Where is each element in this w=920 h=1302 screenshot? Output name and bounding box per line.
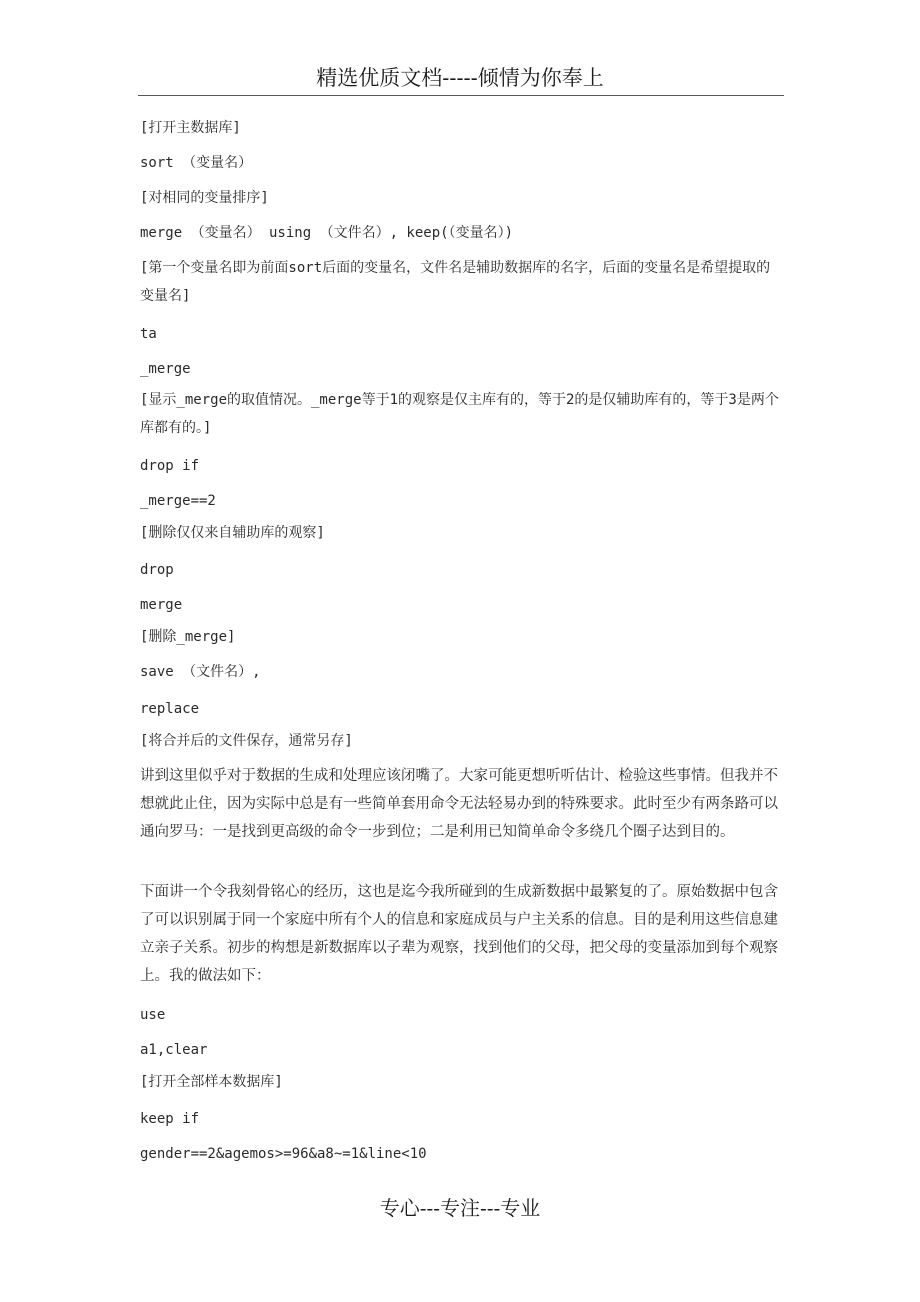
code-line: gender==2&agemos>=96&a8~=1&line<10 xyxy=(140,1146,427,1162)
page-footer: 专心---专注---专业 xyxy=(379,1196,541,1220)
code-line: merge （变量名） using （文件名）, keep(（变量名）) xyxy=(140,225,514,241)
text-line: [删除仅仅来自辅助库的观察] xyxy=(140,525,325,541)
text-line: [删除_merge] xyxy=(140,629,236,645)
code-line: a1,clear xyxy=(140,1042,208,1058)
text-line: [对相同的变量排序] xyxy=(140,190,269,206)
code-line: use xyxy=(140,1007,166,1023)
text-line: [第一个变量名即为前面sort后面的变量名，文件名是辅助数据库的名字，后面的变量名是希望提取的变量名] xyxy=(140,260,771,304)
text-line: [打开全部样本数据库] xyxy=(140,1074,283,1090)
code-line: drop if xyxy=(140,458,200,474)
code-line: ta xyxy=(140,326,157,342)
header-divider xyxy=(138,95,784,96)
code-line: _merge==2 xyxy=(140,493,216,509)
page-header: 精选优质文档-----倾情为你奉上 xyxy=(316,66,604,90)
text-line: [将合并后的文件保存，通常另存] xyxy=(140,733,353,749)
code-line: _merge xyxy=(140,361,191,377)
code-line: merge xyxy=(140,597,183,613)
text-line: [打开主数据库] xyxy=(140,120,241,136)
code-line: drop xyxy=(140,562,174,578)
code-line: save （文件名）, xyxy=(140,664,261,680)
paragraph: 讲到这里似乎对于数据的生成和处理应该闭嘴了。大家可能更想听听估计、检验这些事情。但我并不想就此止住，因为实际中总是有一些简单套用命令无法轻易办到的特殊要求。此时至少有两条路可以通向罗马：一是找到更高级的命令一步到位；二是利用已知简单命令多绕几个圈子达到目的。 xyxy=(140,768,778,840)
paragraph: 下面讲一个令我刻骨铭心的经历，这也是迄今我所碰到的生成新数据中最繁复的了。原始数据中包含了可以识别属于同一个家庭中所有个人的信息和家庭成员与户主关系的信息。目的是利用这些信息建立亲子关系。初步的构想是新数据库以子辈为观察，找到他们的父母，把父母的变量添加到每个观察上。我的做法如下： xyxy=(140,884,778,984)
text-line: [显示_merge的取值情况。_merge等于1的观察是仅主库有的，等于2的是仅辅助库有的，等于3是两个库都有的。] xyxy=(140,392,779,436)
code-line: replace xyxy=(140,701,200,717)
code-line: sort （变量名） xyxy=(140,155,253,171)
code-line: keep if xyxy=(140,1111,200,1127)
